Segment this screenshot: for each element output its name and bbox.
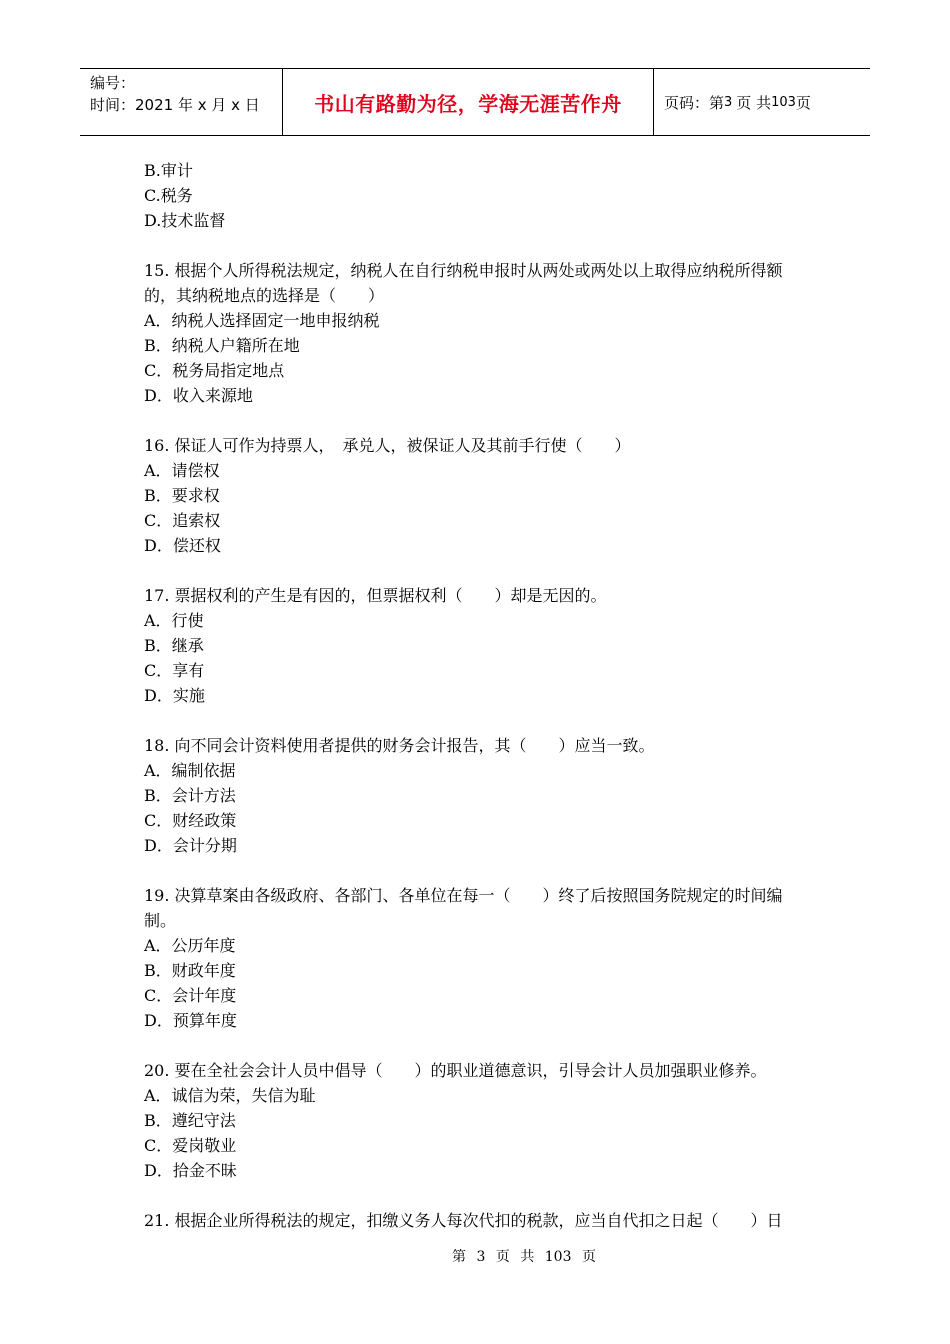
option-line: B．继承 bbox=[144, 636, 204, 655]
document-body bbox=[144, 158, 814, 1233]
option-line: C．税务局指定地点 bbox=[144, 361, 285, 380]
footer-gong: 共 bbox=[520, 1249, 535, 1265]
question-stem: 15. 根据个人所得税法规定，纳税人在自行纳税申报时从两处或两处以上取得应纳税所得额 bbox=[144, 261, 783, 280]
footer-ye: 页 bbox=[495, 1249, 510, 1265]
option-line: A．编制依据 bbox=[144, 761, 236, 780]
question-20 bbox=[144, 1058, 814, 1183]
option-line: D．拾金不昧 bbox=[144, 1161, 237, 1180]
option-line: C．爱岗敬业 bbox=[144, 1136, 237, 1155]
footer-page-number: 3 bbox=[476, 1249, 486, 1265]
question-16 bbox=[144, 433, 814, 558]
option-line: B.审计 bbox=[144, 161, 193, 180]
option-line: B．财政年度 bbox=[144, 961, 236, 980]
option-line: D．收入来源地 bbox=[144, 386, 253, 405]
question-stem: 18. 向不同会计资料使用者提供的财务会计报告，其（ ）应当一致。 bbox=[144, 736, 655, 755]
page-total: 103 bbox=[771, 94, 796, 110]
header-motto: 书山有路勤为径，学海无涯苦作舟 bbox=[282, 69, 654, 135]
question-stem: 的，其纳税地点的选择是（ ） bbox=[144, 286, 385, 305]
option-line: A．行使 bbox=[144, 611, 204, 630]
page-footer bbox=[0, 1246, 950, 1266]
option-line: A．请偿权 bbox=[144, 461, 220, 480]
question-stem: 21. 根据企业所得税法的规定，扣缴义务人每次代扣的税款，应当自代扣之日起（ ）日 bbox=[144, 1211, 783, 1230]
question-stem: 19. 决算草案由各级政府、各部门、各单位在每一（ ）终了后按照国务院规定的时间编 bbox=[144, 886, 783, 905]
page-suffix: 页 bbox=[795, 93, 811, 112]
question-stem: 16. 保证人可作为持票人， 承兑人，被保证人及其前手行使（ ） bbox=[144, 436, 631, 455]
question-stem: 20. 要在全社会会计人员中倡导（ ）的职业道德意识，引导会计人员加强职业修养。 bbox=[144, 1061, 767, 1080]
option-line: D．偿还权 bbox=[144, 536, 221, 555]
option-line: A．纳税人选择固定一地申报纳税 bbox=[144, 311, 380, 330]
option-line: D．会计分期 bbox=[144, 836, 237, 855]
header-meta bbox=[80, 69, 282, 135]
option-line: C．追索权 bbox=[144, 511, 221, 530]
question-18 bbox=[144, 733, 814, 858]
option-line: A．诚信为荣，失信为耻 bbox=[144, 1086, 316, 1105]
option-line: C．会计年度 bbox=[144, 986, 237, 1005]
question-17 bbox=[144, 583, 814, 708]
question-stem: 制。 bbox=[144, 911, 177, 930]
page-number: 3 bbox=[724, 94, 733, 110]
prev-options bbox=[144, 158, 814, 233]
option-line: C．享有 bbox=[144, 661, 205, 680]
question-21 bbox=[144, 1208, 814, 1233]
header-page-info bbox=[654, 69, 870, 135]
header-bianhao: 编号： bbox=[90, 74, 136, 92]
footer-di: 第 bbox=[452, 1249, 467, 1265]
question-15 bbox=[144, 258, 814, 408]
option-line: A．公历年度 bbox=[144, 936, 236, 955]
option-line: D．预算年度 bbox=[144, 1011, 237, 1030]
option-line: C.税务 bbox=[144, 186, 193, 205]
page-mid: 页 共 bbox=[736, 93, 772, 112]
option-line: B．要求权 bbox=[144, 486, 220, 505]
footer-page-total: 103 bbox=[544, 1249, 572, 1265]
page-header bbox=[80, 68, 870, 136]
option-line: B．会计方法 bbox=[144, 786, 236, 805]
question-stem: 17. 票据权利的产生是有因的，但票据权利（ ）却是无因的。 bbox=[144, 586, 607, 605]
footer-ye: 页 bbox=[581, 1249, 596, 1265]
option-line: D.技术监督 bbox=[144, 211, 226, 230]
option-line: B．遵纪守法 bbox=[144, 1111, 236, 1130]
page-prefix: 页码：第 bbox=[664, 93, 725, 112]
option-line: D．实施 bbox=[144, 686, 205, 705]
question-19 bbox=[144, 883, 814, 1033]
option-line: B．纳税人户籍所在地 bbox=[144, 336, 300, 355]
option-line: C．财经政策 bbox=[144, 811, 237, 830]
header-shijian: 时间：2021 年 x 月 x 日 bbox=[90, 96, 260, 114]
